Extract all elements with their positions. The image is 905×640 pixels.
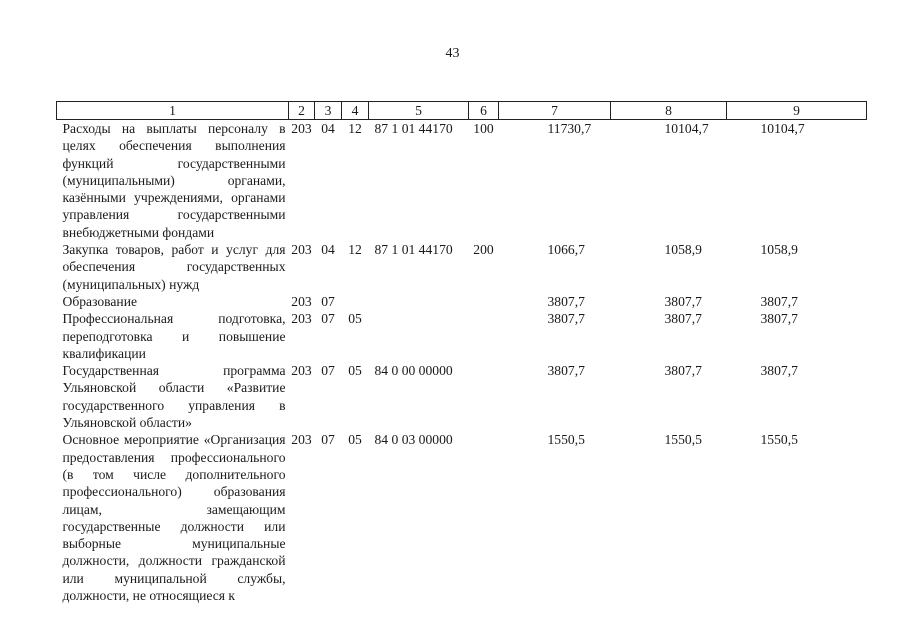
cell-c6 <box>469 310 499 362</box>
cell-c4: 05 <box>348 363 362 379</box>
header-row <box>57 102 867 120</box>
cell-c5: 84 0 00 00000 <box>374 363 453 379</box>
cell-c7: 3807,7 <box>547 311 585 327</box>
table-row <box>57 362 867 431</box>
cell-c3: 04 <box>321 121 335 136</box>
cell-c5: 87 1 01 44170 <box>374 121 453 136</box>
cell-c8: 3807,7 <box>664 293 702 309</box>
cell-c9: 10104,7 <box>760 121 805 136</box>
row-name: Закупка товаров, работ и услуг для обеспечения государственных (муниципальных) нужд <box>62 242 286 292</box>
cell-c2: 203 <box>291 432 312 448</box>
cell-c9: 1058,9 <box>760 242 798 258</box>
cell-c3: 07 <box>321 432 335 448</box>
cell-c6: 200 <box>473 242 494 258</box>
row-name: Государственная программа Ульяновской области «Развитие государственного управления в Ульяновской области» <box>62 363 286 431</box>
row-name: Профессиональная подготовка, переподготовка и повышение квалификации <box>62 311 286 361</box>
cell-c9: 3807,7 <box>760 311 798 327</box>
header-col-6: 6 <box>469 102 499 120</box>
cell-c2: 203 <box>291 363 312 379</box>
cell-c8: 1058,9 <box>664 242 702 258</box>
cell-c6: 100 <box>473 121 494 136</box>
cell-c5: 84 0 03 00000 <box>374 432 453 448</box>
table-row <box>57 241 867 293</box>
table-row <box>57 120 867 242</box>
table-row <box>57 431 867 604</box>
cell-c2: 203 <box>291 121 312 136</box>
cell-c2: 203 <box>291 311 312 327</box>
cell-c4 <box>342 293 369 310</box>
cell-c7: 3807,7 <box>547 363 585 379</box>
header-col-2: 2 <box>289 102 315 120</box>
cell-c4: 12 <box>348 121 362 136</box>
cell-c4: 05 <box>348 311 362 327</box>
header-col-9: 9 <box>727 102 867 120</box>
cell-c6 <box>469 293 499 310</box>
cell-c8: 3807,7 <box>664 363 702 379</box>
header-col-5: 5 <box>369 102 469 120</box>
cell-c8: 1550,5 <box>664 432 702 448</box>
cell-c9: 1550,5 <box>760 432 798 448</box>
cell-c8: 3807,7 <box>664 311 702 327</box>
cell-c4: 05 <box>348 432 362 448</box>
row-name: Основное мероприятие «Организация предоставления профессионального (в том числе дополнительного профессионального) образования лицам, замещающим государственные должности или выборные муниципальные должности, должности гражданской или муниципальной службы, должности, не относящиеся к <box>62 432 286 604</box>
budget-table <box>56 101 867 604</box>
cell-c8: 10104,7 <box>664 121 709 136</box>
table-row <box>57 293 867 310</box>
cell-c6 <box>469 431 499 604</box>
cell-c9: 3807,7 <box>760 363 798 379</box>
cell-c5 <box>369 293 469 310</box>
cell-c7: 3807,7 <box>547 293 585 309</box>
header-col-7: 7 <box>499 102 611 120</box>
cell-c7: 11730,7 <box>547 121 592 136</box>
cell-c3: 07 <box>321 293 335 309</box>
cell-c7: 1066,7 <box>547 242 585 258</box>
header-col-1: 1 <box>57 102 289 120</box>
table-row <box>57 310 867 362</box>
cell-c9: 3807,7 <box>760 293 798 309</box>
cell-c3: 07 <box>321 363 335 379</box>
header-col-8: 8 <box>611 102 727 120</box>
header-col-3: 3 <box>315 102 342 120</box>
cell-c5 <box>369 310 469 362</box>
row-name: Расходы на выплаты персоналу в целях обеспечения выполнения функций государственными (муниципальными) органами, казёнными учреждениями, органами управления государственными внебюджетными фондами <box>62 121 286 240</box>
cell-c3: 04 <box>321 242 335 258</box>
cell-c4: 12 <box>348 242 362 258</box>
row-name: Образование <box>62 293 138 309</box>
cell-c5: 87 1 01 44170 <box>374 242 453 258</box>
cell-c7: 1550,5 <box>547 432 585 448</box>
cell-c3: 07 <box>321 311 335 327</box>
header-col-4: 4 <box>342 102 369 120</box>
cell-c2: 203 <box>291 242 312 258</box>
page-number: 43 <box>445 46 460 61</box>
cell-c2: 203 <box>291 293 312 309</box>
cell-c6 <box>469 362 499 431</box>
